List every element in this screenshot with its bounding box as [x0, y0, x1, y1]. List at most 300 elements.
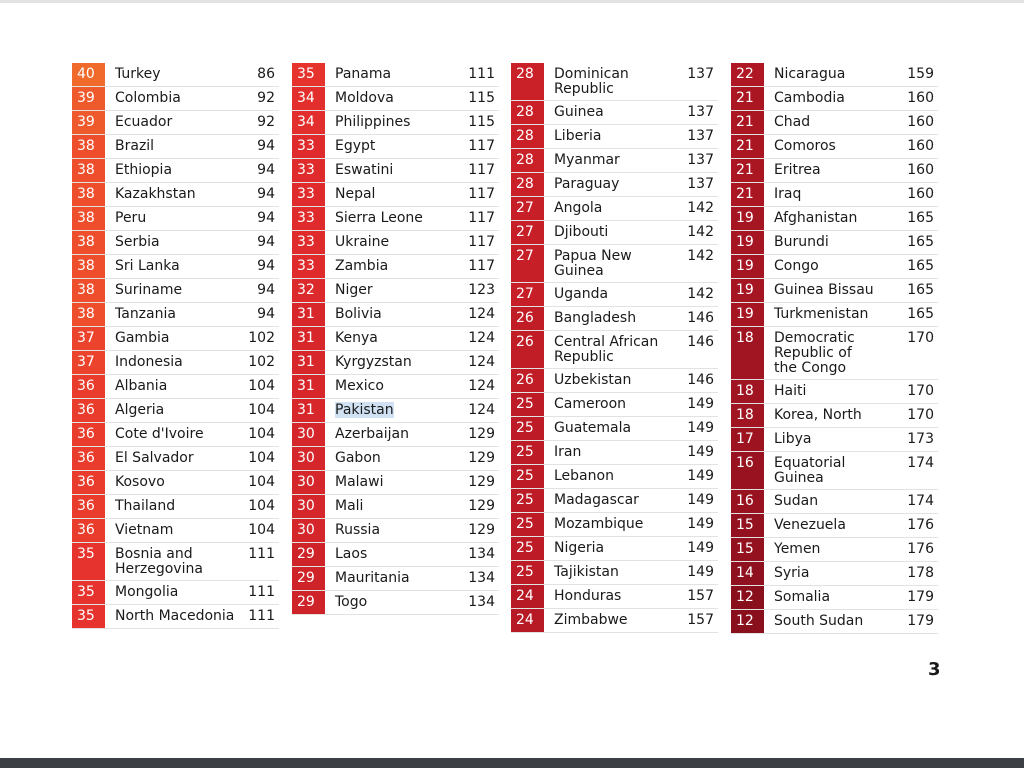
country-label: Cambodia	[774, 90, 845, 106]
table-row	[72, 327, 279, 351]
rank-value: 117	[468, 162, 495, 178]
rank-value: 104	[248, 474, 275, 490]
table-row	[72, 375, 279, 399]
table-row	[292, 495, 499, 519]
rank-value: 137	[687, 176, 714, 192]
score-badge: 36	[72, 447, 105, 470]
country-name	[774, 303, 896, 326]
country-name	[774, 111, 896, 134]
country-name	[115, 159, 237, 182]
table-row	[72, 543, 279, 581]
table-row	[72, 159, 279, 183]
country-name	[115, 375, 237, 398]
country-name	[335, 519, 457, 542]
country-name	[115, 399, 237, 422]
score-badge: 39	[72, 111, 105, 134]
table-row	[511, 283, 718, 307]
country-label: Kazakhstan	[115, 186, 196, 202]
country-name	[115, 87, 237, 110]
country-name	[774, 490, 896, 513]
viewer-top-border	[0, 0, 1024, 3]
table-row	[731, 207, 938, 231]
score-badge: 12	[731, 586, 764, 609]
country-label: Angola	[554, 200, 603, 216]
country-name	[554, 101, 676, 124]
country-name	[115, 303, 237, 326]
country-name	[774, 327, 896, 379]
score-badge: 38	[72, 135, 105, 158]
table-row	[731, 327, 938, 380]
score-badge: 40	[72, 63, 105, 86]
country-name	[774, 159, 896, 182]
table-row	[511, 465, 718, 489]
score-badge: 33	[292, 183, 325, 206]
table-row	[72, 63, 279, 87]
page-number: 3	[928, 659, 941, 680]
country-name	[554, 393, 676, 416]
table-row	[72, 87, 279, 111]
table-row	[511, 101, 718, 125]
country-label: Cameroon	[554, 396, 627, 412]
score-badge: 18	[731, 327, 764, 379]
country-label: Somalia	[774, 589, 831, 605]
rank-value: 104	[248, 378, 275, 394]
country-label: Paraguay	[554, 176, 620, 192]
country-label: Mexico	[335, 378, 384, 394]
rank-value: 137	[687, 104, 714, 120]
score-badge: 17	[731, 428, 764, 451]
score-badge: 28	[511, 173, 544, 196]
table-row	[292, 447, 499, 471]
score-badge: 33	[292, 255, 325, 278]
score-badge: 25	[511, 417, 544, 440]
country-label: Sudan	[774, 493, 819, 509]
country-label: Comoros	[774, 138, 836, 154]
score-badge: 18	[731, 380, 764, 403]
score-badge: 21	[731, 183, 764, 206]
country-name	[774, 562, 896, 585]
score-badge: 15	[731, 538, 764, 561]
table-row	[292, 423, 499, 447]
table-row	[731, 452, 938, 490]
country-name	[774, 135, 896, 158]
rank-value: 129	[468, 450, 495, 466]
table-row	[511, 63, 718, 101]
score-badge: 25	[511, 465, 544, 488]
rank-value: 157	[687, 612, 714, 628]
rank-value: 102	[248, 354, 275, 370]
table-row	[731, 255, 938, 279]
country-name	[115, 471, 237, 494]
rank-value: 137	[687, 66, 714, 82]
score-badge: 26	[511, 331, 544, 368]
rank-value: 178	[907, 565, 934, 581]
rank-value: 129	[468, 474, 495, 490]
table-row	[511, 441, 718, 465]
score-badge: 28	[511, 63, 544, 100]
country-label: Central African Republic	[554, 334, 659, 365]
score-badge: 21	[731, 111, 764, 134]
country-label: Gambia	[115, 330, 170, 346]
rank-value: 165	[907, 258, 934, 274]
rank-value: 129	[468, 498, 495, 514]
rank-value: 149	[687, 564, 714, 580]
country-label: Mali	[335, 498, 364, 514]
country-name	[335, 399, 457, 422]
table-row	[72, 207, 279, 231]
table-row	[292, 543, 499, 567]
country-label: Sri Lanka	[115, 258, 180, 274]
rank-value: 160	[907, 138, 934, 154]
table-row	[292, 63, 499, 87]
score-badge: 25	[511, 561, 544, 584]
score-badge: 16	[731, 490, 764, 513]
country-label: Malawi	[335, 474, 384, 490]
rank-value: 104	[248, 498, 275, 514]
rank-value: 117	[468, 210, 495, 226]
score-badge: 33	[292, 135, 325, 158]
score-badge: 30	[292, 495, 325, 518]
table-row	[731, 111, 938, 135]
table-row	[511, 173, 718, 197]
country-name	[115, 183, 237, 206]
table-row	[511, 125, 718, 149]
country-label: Mozambique	[554, 516, 644, 532]
score-badge: 37	[72, 351, 105, 374]
score-badge: 36	[72, 519, 105, 542]
table-row	[292, 471, 499, 495]
score-badge: 38	[72, 303, 105, 326]
rank-value: 170	[907, 407, 934, 423]
table-row	[292, 591, 499, 615]
rank-value: 94	[257, 186, 275, 202]
country-label: Algeria	[115, 402, 165, 418]
country-name	[335, 303, 457, 326]
country-label: Turkey	[115, 66, 161, 82]
ranking-column-4	[731, 63, 938, 634]
score-badge: 30	[292, 447, 325, 470]
table-row	[292, 135, 499, 159]
table-row	[511, 585, 718, 609]
table-row	[72, 495, 279, 519]
score-badge: 38	[72, 183, 105, 206]
score-badge: 27	[511, 245, 544, 282]
table-row	[72, 581, 279, 605]
table-row	[731, 159, 938, 183]
country-name	[554, 609, 676, 632]
country-label: Eritrea	[774, 162, 821, 178]
country-label: Guinea	[554, 104, 604, 120]
country-name	[554, 537, 676, 560]
country-label: Iran	[554, 444, 582, 460]
score-badge: 25	[511, 513, 544, 536]
table-row	[292, 231, 499, 255]
rank-value: 92	[257, 90, 275, 106]
country-label: Zimbabwe	[554, 612, 628, 628]
country-label: Iraq	[774, 186, 802, 202]
rank-value: 146	[687, 310, 714, 326]
country-name	[774, 255, 896, 278]
country-name	[774, 231, 896, 254]
rank-value: 129	[468, 522, 495, 538]
rank-value: 94	[257, 210, 275, 226]
rank-value: 179	[907, 613, 934, 629]
country-name	[115, 255, 237, 278]
country-label: Kenya	[335, 330, 378, 346]
country-label: Panama	[335, 66, 392, 82]
rank-value: 117	[468, 186, 495, 202]
country-label: Russia	[335, 522, 381, 538]
table-row	[72, 423, 279, 447]
table-row	[511, 149, 718, 173]
country-name	[554, 63, 676, 100]
rank-value: 165	[907, 234, 934, 250]
score-badge: 31	[292, 375, 325, 398]
country-name	[335, 447, 457, 470]
rank-value: 160	[907, 114, 934, 130]
country-label: Moldova	[335, 90, 394, 106]
country-label: Gabon	[335, 450, 381, 466]
table-row	[72, 183, 279, 207]
score-badge: 19	[731, 255, 764, 278]
country-label: Thailand	[115, 498, 176, 514]
score-badge: 24	[511, 609, 544, 632]
country-name	[774, 279, 896, 302]
table-row	[731, 586, 938, 610]
country-label: Ethiopia	[115, 162, 173, 178]
country-name	[115, 605, 237, 628]
country-name	[115, 351, 237, 374]
rank-value: 159	[907, 66, 934, 82]
table-row	[292, 87, 499, 111]
country-name	[335, 159, 457, 182]
country-label: Ukraine	[335, 234, 390, 250]
score-badge: 33	[292, 159, 325, 182]
country-label: El Salvador	[115, 450, 194, 466]
country-name	[774, 63, 896, 86]
table-row	[292, 399, 499, 423]
country-label: Chad	[774, 114, 811, 130]
score-badge: 30	[292, 519, 325, 542]
score-badge: 24	[511, 585, 544, 608]
score-badge: 25	[511, 537, 544, 560]
country-name	[335, 231, 457, 254]
score-badge: 39	[72, 87, 105, 110]
table-row	[72, 231, 279, 255]
table-row	[731, 63, 938, 87]
country-label: Liberia	[554, 128, 602, 144]
country-label: Nepal	[335, 186, 376, 202]
rank-value: 142	[687, 248, 714, 264]
table-row	[731, 135, 938, 159]
country-name	[335, 183, 457, 206]
rank-value: 149	[687, 444, 714, 460]
rank-value: 124	[468, 402, 495, 418]
country-name	[115, 327, 237, 350]
score-badge: 19	[731, 279, 764, 302]
score-badge: 36	[72, 399, 105, 422]
country-label: Djibouti	[554, 224, 609, 240]
viewer-bottom-toolbar	[0, 758, 1024, 768]
table-row	[292, 567, 499, 591]
score-badge: 14	[731, 562, 764, 585]
table-row	[511, 537, 718, 561]
table-row	[292, 255, 499, 279]
country-name	[335, 543, 457, 566]
country-label: Cote d'Ivoire	[115, 426, 204, 442]
country-name	[774, 538, 896, 561]
score-badge: 36	[72, 471, 105, 494]
rank-value: 149	[687, 540, 714, 556]
country-label: Democratic Republic of the Congo	[774, 330, 855, 376]
table-row	[731, 490, 938, 514]
country-name	[115, 447, 237, 470]
table-row	[731, 404, 938, 428]
score-badge: 27	[511, 197, 544, 220]
country-name	[115, 135, 237, 158]
rank-value: 134	[468, 594, 495, 610]
table-row	[72, 519, 279, 543]
country-label: Guatemala	[554, 420, 632, 436]
table-row	[292, 303, 499, 327]
table-row	[511, 417, 718, 441]
country-name	[335, 567, 457, 590]
score-badge: 12	[731, 610, 764, 633]
rank-value: 160	[907, 162, 934, 178]
table-row	[292, 375, 499, 399]
country-label: Zambia	[335, 258, 389, 274]
country-name	[335, 279, 457, 302]
country-label: Laos	[335, 546, 368, 562]
country-name	[115, 231, 237, 254]
country-label: Indonesia	[115, 354, 183, 370]
table-row	[511, 331, 718, 369]
table-row	[731, 303, 938, 327]
country-name	[554, 245, 676, 282]
country-label: Korea, North	[774, 407, 862, 423]
table-row	[731, 231, 938, 255]
score-badge: 38	[72, 255, 105, 278]
country-label: Tajikistan	[554, 564, 619, 580]
country-name	[335, 423, 457, 446]
country-label: Uganda	[554, 286, 609, 302]
score-badge: 15	[731, 514, 764, 537]
country-name	[335, 135, 457, 158]
country-name	[335, 471, 457, 494]
rank-value: 111	[248, 584, 275, 600]
country-label: Madagascar	[554, 492, 639, 508]
country-label: Vietnam	[115, 522, 174, 538]
rank-value: 94	[257, 306, 275, 322]
country-label: North Macedonia	[115, 608, 235, 624]
table-row	[731, 428, 938, 452]
country-name	[115, 495, 237, 518]
table-row	[292, 207, 499, 231]
country-name	[115, 111, 237, 134]
rank-value: 157	[687, 588, 714, 604]
score-badge: 30	[292, 471, 325, 494]
rank-value: 146	[687, 334, 714, 350]
score-badge: 27	[511, 283, 544, 306]
rank-value: 149	[687, 492, 714, 508]
score-badge: 29	[292, 567, 325, 590]
country-name	[554, 307, 676, 330]
rank-value: 142	[687, 200, 714, 216]
country-label: Suriname	[115, 282, 183, 298]
table-row	[731, 562, 938, 586]
rank-value: 92	[257, 114, 275, 130]
score-badge: 38	[72, 279, 105, 302]
rank-value: 94	[257, 282, 275, 298]
ranking-column-1	[72, 63, 279, 629]
country-name	[554, 441, 676, 464]
country-name	[774, 207, 896, 230]
table-row	[72, 303, 279, 327]
rank-value: 104	[248, 450, 275, 466]
score-badge: 37	[72, 327, 105, 350]
rank-value: 142	[687, 224, 714, 240]
country-label: Equatorial Guinea	[774, 455, 846, 486]
table-row	[731, 183, 938, 207]
country-name	[335, 87, 457, 110]
ranking-column-2	[292, 63, 499, 615]
table-row	[731, 87, 938, 111]
table-row	[731, 610, 938, 634]
score-badge: 38	[72, 207, 105, 230]
rank-value: 165	[907, 282, 934, 298]
country-label: Afghanistan	[774, 210, 858, 226]
rank-value: 134	[468, 570, 495, 586]
country-name	[554, 221, 676, 244]
table-row	[511, 221, 718, 245]
country-name	[774, 380, 896, 403]
country-label: Mauritania	[335, 570, 410, 586]
country-label: Eswatini	[335, 162, 394, 178]
rank-value: 94	[257, 162, 275, 178]
score-badge: 30	[292, 423, 325, 446]
country-label: Honduras	[554, 588, 622, 604]
country-name	[554, 369, 676, 392]
country-label: Papua New Guinea	[554, 248, 632, 279]
country-name	[774, 452, 896, 489]
score-badge: 26	[511, 307, 544, 330]
table-row	[72, 255, 279, 279]
country-name	[554, 197, 676, 220]
rank-value: 123	[468, 282, 495, 298]
table-row	[731, 538, 938, 562]
rank-value: 149	[687, 420, 714, 436]
country-name	[554, 489, 676, 512]
country-label: Bosnia and Herzegovina	[115, 546, 203, 577]
table-row	[511, 513, 718, 537]
table-row	[72, 447, 279, 471]
country-label: Myanmar	[554, 152, 620, 168]
country-name	[115, 543, 237, 580]
country-label: Albania	[115, 378, 168, 394]
rank-value: 174	[907, 455, 934, 471]
country-name	[335, 207, 457, 230]
rank-value: 160	[907, 90, 934, 106]
table-row	[72, 399, 279, 423]
country-label: Congo	[774, 258, 819, 274]
rank-value: 129	[468, 426, 495, 442]
rank-value: 142	[687, 286, 714, 302]
selected-text-highlight[interactable]: Pakistan	[335, 402, 394, 418]
score-badge: 21	[731, 135, 764, 158]
score-badge: 35	[72, 543, 105, 580]
country-name	[335, 351, 457, 374]
rank-value: 124	[468, 330, 495, 346]
